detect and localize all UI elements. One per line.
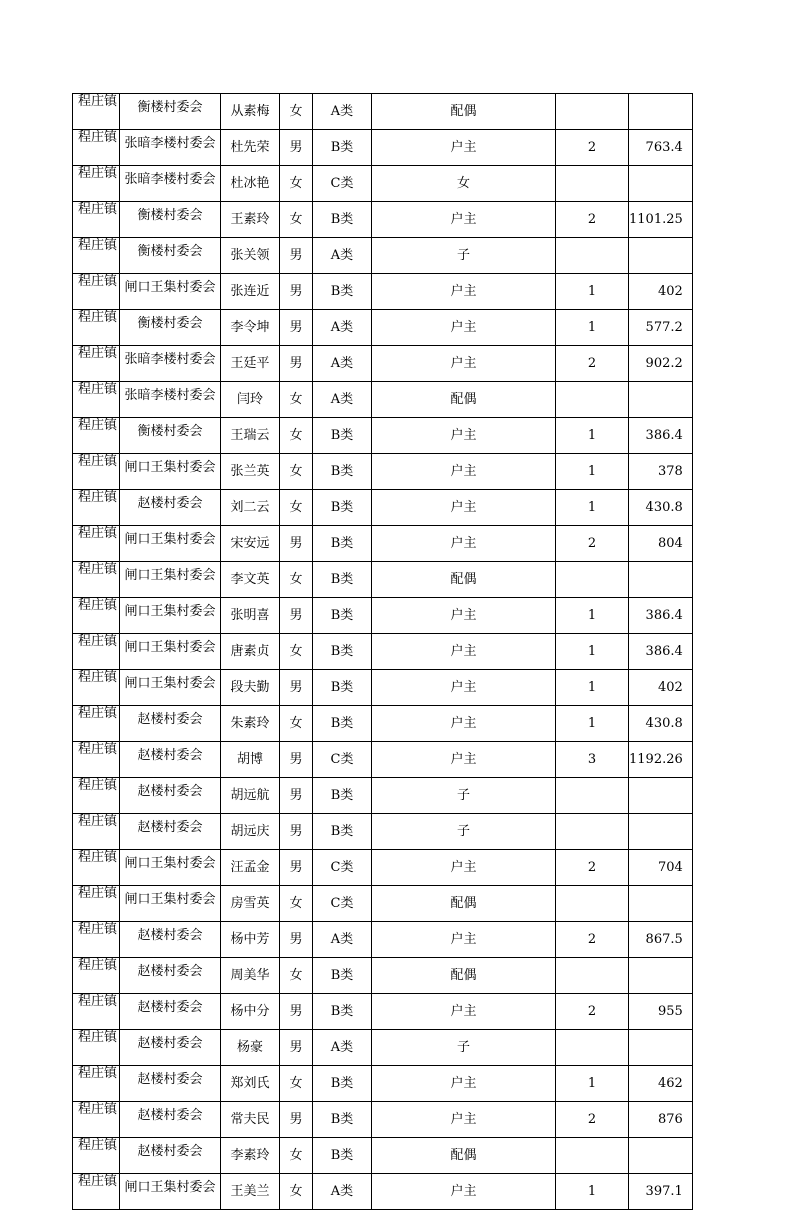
village-cell: 闸口王集村委会 (120, 526, 221, 562)
gender-cell: 男 (280, 346, 313, 382)
name-cell: 张明喜 (221, 598, 280, 634)
household-count-cell: 2 (556, 994, 629, 1030)
table-row (73, 922, 693, 958)
amount-cell (629, 1030, 693, 1066)
name-cell: 杨中芳 (221, 922, 280, 958)
category-cell: B类 (313, 814, 372, 850)
household-count-cell (556, 238, 629, 274)
household-count-cell (556, 562, 629, 598)
table-row (73, 1102, 693, 1138)
gender-cell: 女 (280, 94, 313, 130)
amount-cell: 704 (629, 850, 693, 886)
amount-cell: 430.8 (629, 706, 693, 742)
household-count-cell: 1 (556, 598, 629, 634)
name-cell: 杜先荣 (221, 130, 280, 166)
household-count-cell: 1 (556, 634, 629, 670)
category-cell: A类 (313, 922, 372, 958)
village-cell: 张暗李楼村委会 (120, 346, 221, 382)
household-count-cell: 2 (556, 1102, 629, 1138)
town-cell: 程庄镇 (73, 274, 120, 310)
relation-cell: 户主 (372, 994, 556, 1030)
amount-cell (629, 562, 693, 598)
table-body (73, 94, 693, 1210)
category-cell: C类 (313, 886, 372, 922)
village-cell: 赵楼村委会 (120, 994, 221, 1030)
amount-cell (629, 1138, 693, 1174)
town-cell: 程庄镇 (73, 1066, 120, 1102)
gender-cell: 男 (280, 130, 313, 166)
gender-cell: 女 (280, 202, 313, 238)
relation-cell: 户主 (372, 1174, 556, 1210)
relation-cell: 户主 (372, 490, 556, 526)
table-row (73, 598, 693, 634)
village-cell: 赵楼村委会 (120, 778, 221, 814)
village-cell: 赵楼村委会 (120, 1102, 221, 1138)
village-cell: 衡楼村委会 (120, 202, 221, 238)
category-cell: B类 (313, 202, 372, 238)
category-cell: A类 (313, 1030, 372, 1066)
household-count-cell (556, 166, 629, 202)
category-cell: C类 (313, 166, 372, 202)
amount-cell: 902.2 (629, 346, 693, 382)
household-count-cell (556, 1138, 629, 1174)
household-count-cell: 1 (556, 418, 629, 454)
town-cell: 程庄镇 (73, 454, 120, 490)
amount-cell: 462 (629, 1066, 693, 1102)
household-count-cell (556, 778, 629, 814)
name-cell: 胡博 (221, 742, 280, 778)
village-cell: 衡楼村委会 (120, 418, 221, 454)
amount-cell: 1101.25 (629, 202, 693, 238)
relation-cell: 子 (372, 1030, 556, 1066)
category-cell: A类 (313, 238, 372, 274)
village-cell: 闸口王集村委会 (120, 670, 221, 706)
amount-cell: 402 (629, 274, 693, 310)
table-row (73, 814, 693, 850)
town-cell: 程庄镇 (73, 670, 120, 706)
category-cell: B类 (313, 130, 372, 166)
town-cell: 程庄镇 (73, 130, 120, 166)
gender-cell: 男 (280, 922, 313, 958)
town-cell: 程庄镇 (73, 886, 120, 922)
town-cell: 程庄镇 (73, 166, 120, 202)
table-row (73, 742, 693, 778)
village-cell: 衡楼村委会 (120, 310, 221, 346)
gender-cell: 女 (280, 1066, 313, 1102)
gender-cell: 女 (280, 1138, 313, 1174)
table-row (73, 454, 693, 490)
relation-cell: 户主 (372, 454, 556, 490)
category-cell: A类 (313, 346, 372, 382)
table-row (73, 526, 693, 562)
household-count-cell (556, 814, 629, 850)
category-cell: B类 (313, 490, 372, 526)
gender-cell: 女 (280, 382, 313, 418)
category-cell: B类 (313, 1066, 372, 1102)
town-cell: 程庄镇 (73, 526, 120, 562)
household-count-cell: 2 (556, 526, 629, 562)
household-count-cell (556, 382, 629, 418)
gender-cell: 女 (280, 1174, 313, 1210)
village-cell: 张暗李楼村委会 (120, 130, 221, 166)
amount-cell: 386.4 (629, 418, 693, 454)
amount-cell (629, 814, 693, 850)
category-cell: B类 (313, 670, 372, 706)
town-cell: 程庄镇 (73, 418, 120, 454)
household-count-cell: 1 (556, 670, 629, 706)
relation-cell: 户主 (372, 274, 556, 310)
table-row (73, 1138, 693, 1174)
village-cell: 赵楼村委会 (120, 1066, 221, 1102)
gender-cell: 男 (280, 850, 313, 886)
table-row (73, 490, 693, 526)
relation-cell: 子 (372, 238, 556, 274)
gender-cell: 男 (280, 670, 313, 706)
household-count-cell (556, 958, 629, 994)
village-cell: 闸口王集村委会 (120, 598, 221, 634)
household-count-cell: 1 (556, 310, 629, 346)
name-cell: 周美华 (221, 958, 280, 994)
name-cell: 闫玲 (221, 382, 280, 418)
category-cell: B类 (313, 778, 372, 814)
category-cell: B类 (313, 706, 372, 742)
gender-cell: 男 (280, 598, 313, 634)
village-cell: 赵楼村委会 (120, 958, 221, 994)
table-row (73, 382, 693, 418)
name-cell: 张兰英 (221, 454, 280, 490)
household-count-cell: 1 (556, 274, 629, 310)
household-count-cell: 1 (556, 1066, 629, 1102)
gender-cell: 女 (280, 490, 313, 526)
household-count-cell (556, 94, 629, 130)
table-row (73, 418, 693, 454)
town-cell: 程庄镇 (73, 202, 120, 238)
town-cell: 程庄镇 (73, 706, 120, 742)
village-cell: 赵楼村委会 (120, 706, 221, 742)
household-count-cell: 2 (556, 346, 629, 382)
table-row (73, 850, 693, 886)
village-cell: 衡楼村委会 (120, 94, 221, 130)
village-cell: 闸口王集村委会 (120, 274, 221, 310)
name-cell: 朱素玲 (221, 706, 280, 742)
relation-cell: 配偶 (372, 886, 556, 922)
amount-cell: 402 (629, 670, 693, 706)
relation-cell: 户主 (372, 418, 556, 454)
relation-cell: 户主 (372, 598, 556, 634)
household-count-cell: 1 (556, 490, 629, 526)
amount-cell: 386.4 (629, 598, 693, 634)
village-cell: 闸口王集村委会 (120, 886, 221, 922)
town-cell: 程庄镇 (73, 94, 120, 130)
gender-cell: 男 (280, 238, 313, 274)
table-row (73, 670, 693, 706)
town-cell: 程庄镇 (73, 382, 120, 418)
relation-cell: 户主 (372, 850, 556, 886)
table-row (73, 1174, 693, 1210)
gender-cell: 男 (280, 994, 313, 1030)
village-cell: 赵楼村委会 (120, 742, 221, 778)
name-cell: 杨豪 (221, 1030, 280, 1066)
gender-cell: 男 (280, 310, 313, 346)
village-cell: 闸口王集村委会 (120, 634, 221, 670)
name-cell: 房雪英 (221, 886, 280, 922)
category-cell: B类 (313, 274, 372, 310)
table-row (73, 634, 693, 670)
relation-cell: 户主 (372, 1102, 556, 1138)
category-cell: A类 (313, 382, 372, 418)
gender-cell: 女 (280, 166, 313, 202)
relation-cell: 户主 (372, 634, 556, 670)
village-cell: 赵楼村委会 (120, 1030, 221, 1066)
name-cell: 郑刘氏 (221, 1066, 280, 1102)
household-count-cell: 2 (556, 202, 629, 238)
village-cell: 赵楼村委会 (120, 1138, 221, 1174)
name-cell: 宋安远 (221, 526, 280, 562)
amount-cell: 804 (629, 526, 693, 562)
relation-cell: 配偶 (372, 562, 556, 598)
name-cell: 段夫勤 (221, 670, 280, 706)
relation-cell: 户主 (372, 742, 556, 778)
category-cell: A类 (313, 1174, 372, 1210)
town-cell: 程庄镇 (73, 814, 120, 850)
relation-cell: 女 (372, 166, 556, 202)
household-count-cell (556, 1030, 629, 1066)
category-cell: B类 (313, 994, 372, 1030)
category-cell: C类 (313, 742, 372, 778)
category-cell: A类 (313, 310, 372, 346)
table-row (73, 274, 693, 310)
category-cell: B类 (313, 418, 372, 454)
amount-cell: 955 (629, 994, 693, 1030)
amount-cell (629, 166, 693, 202)
relation-cell: 户主 (372, 922, 556, 958)
household-count-cell: 2 (556, 922, 629, 958)
town-cell: 程庄镇 (73, 598, 120, 634)
name-cell: 王美兰 (221, 1174, 280, 1210)
amount-cell: 577.2 (629, 310, 693, 346)
beneficiary-table (72, 93, 693, 1210)
gender-cell: 男 (280, 814, 313, 850)
name-cell: 杨中分 (221, 994, 280, 1030)
category-cell: A类 (313, 94, 372, 130)
table-row (73, 238, 693, 274)
amount-cell (629, 238, 693, 274)
relation-cell: 户主 (372, 1066, 556, 1102)
gender-cell: 女 (280, 454, 313, 490)
gender-cell: 女 (280, 562, 313, 598)
category-cell: C类 (313, 850, 372, 886)
household-count-cell (556, 886, 629, 922)
amount-cell: 1192.26 (629, 742, 693, 778)
amount-cell: 378 (629, 454, 693, 490)
village-cell: 张暗李楼村委会 (120, 166, 221, 202)
category-cell: B类 (313, 598, 372, 634)
name-cell: 杜冰艳 (221, 166, 280, 202)
relation-cell: 户主 (372, 670, 556, 706)
category-cell: B类 (313, 526, 372, 562)
village-cell: 闸口王集村委会 (120, 562, 221, 598)
relation-cell: 配偶 (372, 958, 556, 994)
table-row (73, 706, 693, 742)
amount-cell (629, 94, 693, 130)
name-cell: 李素玲 (221, 1138, 280, 1174)
table-row (73, 994, 693, 1030)
town-cell: 程庄镇 (73, 562, 120, 598)
amount-cell (629, 886, 693, 922)
village-cell: 赵楼村委会 (120, 922, 221, 958)
relation-cell: 户主 (372, 526, 556, 562)
town-cell: 程庄镇 (73, 310, 120, 346)
village-cell: 衡楼村委会 (120, 238, 221, 274)
table-row (73, 94, 693, 130)
name-cell: 常夫民 (221, 1102, 280, 1138)
amount-cell (629, 778, 693, 814)
relation-cell: 户主 (372, 346, 556, 382)
household-count-cell: 3 (556, 742, 629, 778)
household-count-cell: 2 (556, 850, 629, 886)
gender-cell: 男 (280, 274, 313, 310)
table-row (73, 166, 693, 202)
town-cell: 程庄镇 (73, 1030, 120, 1066)
gender-cell: 男 (280, 526, 313, 562)
table-row (73, 958, 693, 994)
amount-cell: 867.5 (629, 922, 693, 958)
gender-cell: 男 (280, 1102, 313, 1138)
name-cell: 唐素贞 (221, 634, 280, 670)
amount-cell (629, 958, 693, 994)
name-cell: 张关领 (221, 238, 280, 274)
name-cell: 王素玲 (221, 202, 280, 238)
category-cell: B类 (313, 1102, 372, 1138)
relation-cell: 户主 (372, 310, 556, 346)
relation-cell: 配偶 (372, 382, 556, 418)
name-cell: 王瑞云 (221, 418, 280, 454)
household-count-cell: 1 (556, 706, 629, 742)
relation-cell: 配偶 (372, 1138, 556, 1174)
amount-cell: 386.4 (629, 634, 693, 670)
table-row (73, 1030, 693, 1066)
name-cell: 从素梅 (221, 94, 280, 130)
household-count-cell: 2 (556, 130, 629, 166)
table-row (73, 346, 693, 382)
table-row (73, 886, 693, 922)
relation-cell: 户主 (372, 202, 556, 238)
relation-cell: 户主 (372, 706, 556, 742)
name-cell: 胡远庆 (221, 814, 280, 850)
household-count-cell: 1 (556, 454, 629, 490)
name-cell: 汪孟金 (221, 850, 280, 886)
amount-cell: 763.4 (629, 130, 693, 166)
name-cell: 王廷平 (221, 346, 280, 382)
relation-cell: 户主 (372, 130, 556, 166)
town-cell: 程庄镇 (73, 850, 120, 886)
gender-cell: 女 (280, 418, 313, 454)
town-cell: 程庄镇 (73, 922, 120, 958)
gender-cell: 女 (280, 958, 313, 994)
town-cell: 程庄镇 (73, 778, 120, 814)
gender-cell: 男 (280, 1030, 313, 1066)
relation-cell: 子 (372, 778, 556, 814)
town-cell: 程庄镇 (73, 742, 120, 778)
name-cell: 李文英 (221, 562, 280, 598)
village-cell: 闸口王集村委会 (120, 454, 221, 490)
table-row (73, 130, 693, 166)
village-cell: 张暗李楼村委会 (120, 382, 221, 418)
village-cell: 赵楼村委会 (120, 490, 221, 526)
amount-cell: 397.1 (629, 1174, 693, 1210)
gender-cell: 女 (280, 886, 313, 922)
town-cell: 程庄镇 (73, 346, 120, 382)
household-count-cell: 1 (556, 1174, 629, 1210)
category-cell: B类 (313, 454, 372, 490)
relation-cell: 配偶 (372, 94, 556, 130)
village-cell: 赵楼村委会 (120, 814, 221, 850)
table-row (73, 562, 693, 598)
table-row (73, 778, 693, 814)
town-cell: 程庄镇 (73, 994, 120, 1030)
name-cell: 刘二云 (221, 490, 280, 526)
gender-cell: 男 (280, 778, 313, 814)
category-cell: B类 (313, 562, 372, 598)
category-cell: B类 (313, 1138, 372, 1174)
village-cell: 闸口王集村委会 (120, 850, 221, 886)
town-cell: 程庄镇 (73, 958, 120, 994)
amount-cell: 876 (629, 1102, 693, 1138)
gender-cell: 男 (280, 742, 313, 778)
name-cell: 张连近 (221, 274, 280, 310)
category-cell: B类 (313, 634, 372, 670)
town-cell: 程庄镇 (73, 1102, 120, 1138)
table-row (73, 1066, 693, 1102)
name-cell: 李令坤 (221, 310, 280, 346)
amount-cell: 430.8 (629, 490, 693, 526)
relation-cell: 子 (372, 814, 556, 850)
town-cell: 程庄镇 (73, 490, 120, 526)
town-cell: 程庄镇 (73, 238, 120, 274)
town-cell: 程庄镇 (73, 1138, 120, 1174)
gender-cell: 女 (280, 706, 313, 742)
amount-cell (629, 382, 693, 418)
gender-cell: 女 (280, 634, 313, 670)
category-cell: B类 (313, 958, 372, 994)
town-cell: 程庄镇 (73, 634, 120, 670)
table-row (73, 202, 693, 238)
town-cell: 程庄镇 (73, 1174, 120, 1210)
name-cell: 胡远航 (221, 778, 280, 814)
village-cell: 闸口王集村委会 (120, 1174, 221, 1210)
table-row (73, 310, 693, 346)
